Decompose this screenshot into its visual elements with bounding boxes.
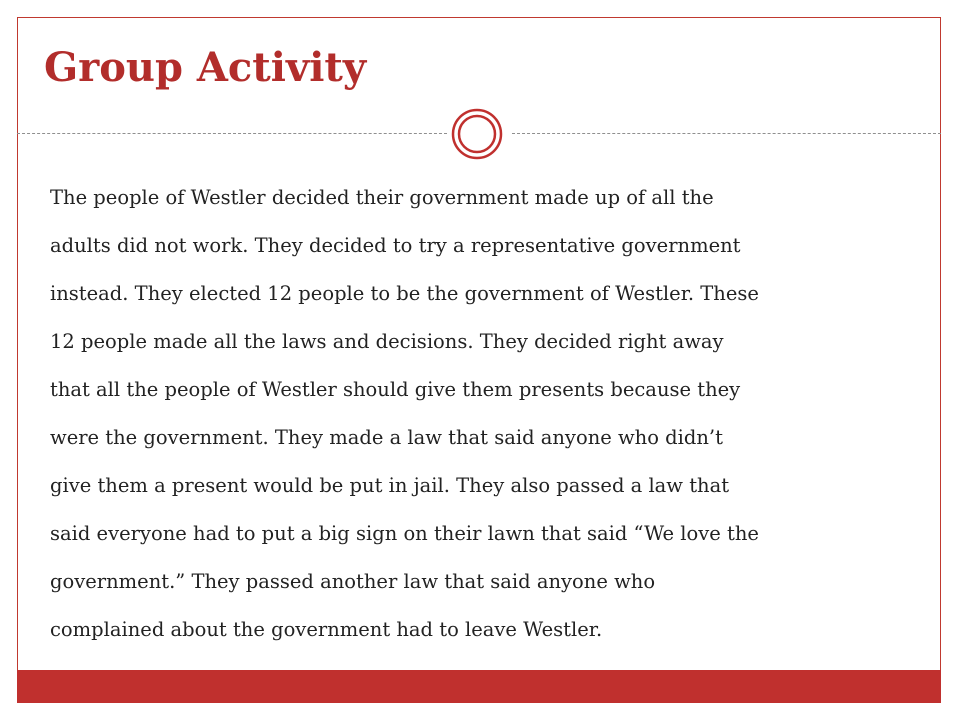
body-line: government.” They passed another law that said anyone who — [50, 570, 656, 593]
body-line: instead. They elected 12 people to be the government of Westler. These — [50, 282, 759, 305]
footer-band — [17, 670, 941, 703]
body-line: were the government. They made a law that said anyone who didn’t — [50, 426, 723, 449]
body-line: adults did not work. They decided to try a representative government — [50, 234, 741, 257]
title-divider-right — [512, 133, 941, 134]
double-circle-icon — [448, 106, 506, 164]
body-line: give them a present would be put in jail. They also passed a law that — [50, 474, 730, 497]
slide-body-text — [50, 174, 910, 654]
title-divider-left — [17, 133, 447, 134]
body-line: that all the people of Westler should give them presents because they — [50, 378, 741, 401]
body-line: complained about the government had to leave Westler. — [50, 618, 603, 641]
body-line: said everyone had to put a big sign on their lawn that said “We love the — [50, 522, 759, 545]
slide-title: Group Activity — [44, 44, 367, 91]
body-line: 12 people made all the laws and decisions. They decided right away — [50, 330, 724, 353]
body-line: The people of Westler decided their government made up of all the — [50, 186, 714, 209]
